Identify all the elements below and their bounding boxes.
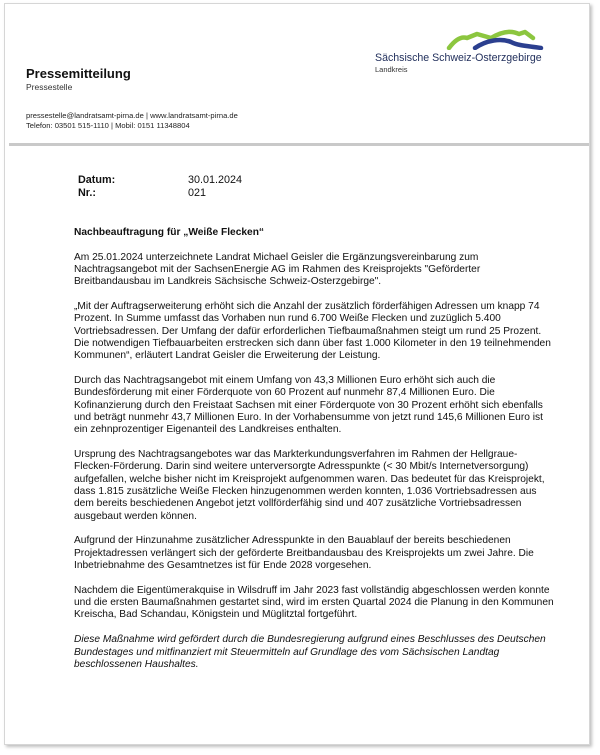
district-logo [375, 28, 565, 74]
press-release-page [4, 3, 590, 745]
contact-email-web: pressestelle@landratsamt-pirna.de | www.landratsamt-pirna.de [26, 111, 238, 120]
paragraph: Durch das Nachtragsangebot mit einem Umfang von 43,3 Millionen Euro erhöht sich auch die Bundesförderung mit einer Förderquote von 60 Prozent auf nunmehr 87,4 Millionen Euro. Die Kofinanzierung durch den Freistaat Sachsen mit einer Förderquote von 30 Prozent erhöht sich ebenfalls und beträgt nunmehr 43,7 Millionen Euro. In der Vorhabensumme von jetzt rund 145,6 Millionen Euro ist ein zehnprozentiger Eigenanteil des Landkreises enthalten. [74, 375, 543, 436]
number-row [78, 187, 242, 200]
release-meta [78, 174, 242, 200]
header-divider [9, 143, 589, 146]
date-row [78, 174, 242, 187]
paragraph: Nachdem die Eigentümerakquise in Wilsdruff im Jahr 2023 fast vollständig abgeschlossen werden konnte und die ersten Baumaßnahmen gestartet sind, wird im ersten Quartal 2024 die Planung in den Kommunen Kreischa, Bad Schandau, Königstein und Müglitztal fortgeführt. [74, 584, 554, 621]
number-label: Nr.: [78, 187, 96, 199]
page-title: Pressemitteilung [26, 66, 131, 81]
paragraph: Aufgrund der Hinzunahme zusätzlicher Adresspunkte in den Bauablauf der bereits beschiedenen Projektadressen verlängert sich der geförderte Breitbandausbau des Kreisprojekts um zwei Jahre. Die Inbetriebnahme des Gesamtnetzes ist für Ende 2028 vorgesehen. [74, 535, 534, 572]
subject-heading: Nachbeauftragung für „Weiße Flecken“ [74, 227, 265, 238]
date-value: 30.01.2024 [188, 174, 243, 186]
funding-note: Diese Maßnahme wird gefördert durch die Bundesregierung aufgrund eines Beschlusses des Deutschen Bundestages und mitfinanziert mit Steuermitteln auf Grundlage des vom Sächsischen Landtag beschlossenen Haushaltes. [74, 634, 546, 670]
release-body [74, 227, 554, 684]
paragraph: Ursprung des Nachtragsangebotes war das Markterkundungsverfahren im Rahmen der Hellgraue-Flecken-Förderung. Darin sind weitere unterversorgte Adresspunkte (< 30 Mbit/s Internetversorgung) aufgefallen, welche bisher nicht im Kreisprojekt aufgenommen waren. Das bedeutet für das Kreisprojekt, dass 1.815 zusätzliche Weiße Flecken hinzugenommen werden konnten, 1.036 Vortriebsadressen aus dem bereits beschiedenen Angebot jetzt vollförderfähig sind und 407 zusätzliche Vortriebsadressen ausgebaut werden können. [74, 449, 545, 522]
contact-info [26, 111, 238, 131]
logo-name: Sächsische Schweiz-Osterzgebirge [375, 52, 542, 64]
contact-phone: Telefon: 03501 515-1110 | Mobil: 0151 11348804 [26, 121, 190, 130]
landscape-logo-icon [445, 28, 545, 50]
paragraph: „Mit der Auftragserweiterung erhöht sich die Anzahl der zusätzlich förderfähigen Adressen um knapp 74 Prozent. In Summe umfasst das Vorhaben nun rund 6.700 Weiße Flecken und zuzüglich 5.400 Vortriebsadressen. Der Umfang der dafür erforderlichen Tiefbaumaßnahmen steigt um rund 25 Prozent. Die notwendigen Tiefbauarbeiten erstrecken sich dann über fast 1.000 Kilometer in den 19 teilnehmenden Kommunen“, erläutert Landrat Geisler die Erweiterung der Leistung. [74, 301, 551, 362]
date-label: Datum: [78, 174, 116, 186]
department-label: Pressestelle [26, 82, 73, 92]
logo-subtitle: Landkreis [375, 65, 408, 74]
header-block [26, 66, 131, 92]
number-value: 021 [188, 187, 207, 199]
paragraph: Am 25.01.2024 unterzeichnete Landrat Michael Geisler die Ergänzungsvereinbarung zum Nachtragsangebot mit der SachsenEnergie AG im Rahmen des Kreisprojekts "Geförderter Breitbandausbau im Landkreis Sächsische Schweiz-Osterzgebirge". [74, 251, 481, 288]
